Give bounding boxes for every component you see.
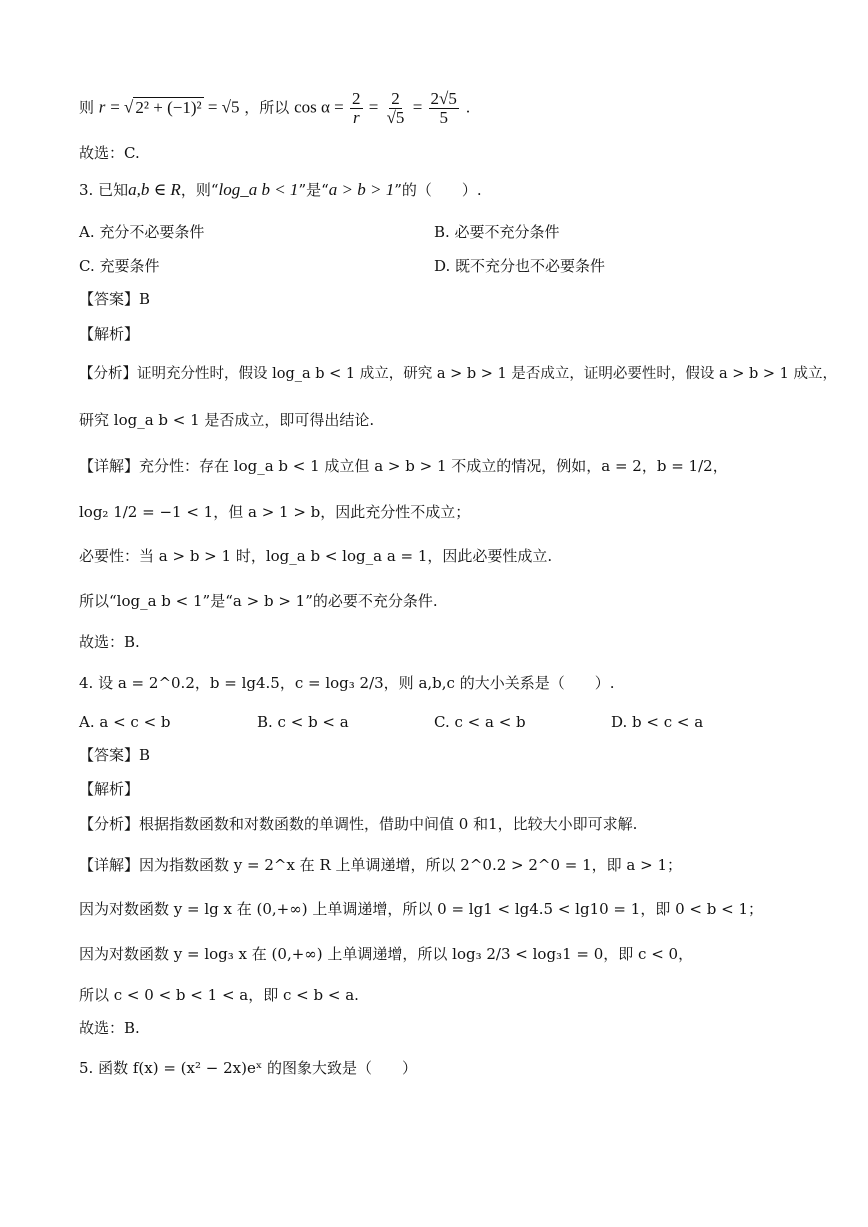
q3-guxuan: 故选：B.: [79, 633, 140, 651]
q3-xiangjie-2: log₂ 1/2 = −1 < 1，但 a > 1 > b，因此充分性不成立；: [79, 503, 471, 521]
q3-option-a: A. 充分不必要条件: [79, 223, 205, 241]
q5-stem: 5. 函数 f(x) = (x² − 2x)eˣ 的图象大致是（ ）: [79, 1059, 417, 1077]
q4-answer: 【答案】B: [79, 746, 151, 764]
text-ze: 则: [79, 98, 95, 117]
q4-fenxi: 【分析】根据指数函数和对数函数的单调性，借助中间值 0 和1，比较大小即可求解.: [79, 815, 638, 833]
eq-sign: =: [110, 97, 125, 117]
q4-guxuan: 故选：B.: [79, 1019, 140, 1037]
p2-guxuan: 故选：C.: [79, 144, 140, 162]
q4-option-d: D. b < c < a: [611, 713, 704, 731]
q4-xiangjie-1: 【详解】因为指数函数 y = 2^x 在 R 上单调递增，所以 2^0.2 > 2^0 = 1，即 a > 1；: [79, 856, 683, 874]
fraction-2sqrt5-5: $\frac{2√5}{5}$: [430, 89, 457, 127]
q4-xiangjie-2: 因为对数函数 y = lg x 在 (0,+∞) 上单调递增，所以 0 = lg1 < lg4.5 < lg10 = 1，即 0 < b < 1；: [79, 900, 763, 918]
q3-fenxi-1: 【分析】证明充分性时，假设 log_a b < 1 成立，研究 a > b > 1 是否成立，证明必要性时，假设 a > b > 1 成立，: [79, 366, 837, 382]
q4-xiangjie-3: 因为对数函数 y = log₃ x 在 (0,+∞) 上单调递增，所以 log₃ 2/3 < log₃1 = 0，即 c < 0，: [79, 945, 694, 963]
r-radicand: 2² + (−1)²: [135, 97, 202, 117]
text-suoyi: ，所以: [244, 98, 290, 117]
q3-option-d: D. 既不充分也不必要条件: [434, 257, 606, 275]
q4-xiangjie-4: 所以 c < 0 < b < 1 < a，即 c < b < a.: [79, 986, 359, 1004]
cos-lhs: cos α =: [294, 97, 348, 117]
fraction-2-r: $\frac{2}{r}$: [352, 89, 361, 127]
q3-jiexi: 【解析】: [79, 325, 140, 343]
q4-option-b: B. c < b < a: [257, 713, 349, 731]
period: .: [465, 98, 471, 117]
q3-option-b: B. 必要不充分条件: [434, 223, 560, 241]
r-var: r: [98, 97, 106, 117]
q3-xiangjie-3: 必要性：当 a > b > 1 时，log_a b < log_a a = 1，因此必要性成立.: [79, 547, 553, 565]
q3-answer: 【答案】B: [79, 290, 151, 308]
q4-option-a: A. a < c < b: [79, 713, 171, 731]
q3-xiangjie-1: 【详解】充分性：存在 log_a b < 1 成立但 a > b > 1 不成立的情况，例如，a = 2，b = 1/2，: [79, 457, 728, 475]
q4-jiexi: 【解析】: [79, 780, 140, 798]
q3-xiangjie-4: 所以“log_a b < 1”是“a > b > 1”的必要不充分条件.: [79, 592, 438, 610]
r-cos-line: 则 r = √ 2² + (−1)² = √5 ，所以 cos α = $\frac{2}{r}$ = $\frac{2}{√5}$ = $\frac{2√5}{5}$ .: [79, 89, 471, 127]
q3-stem: 3. 已知a,b ∈ R，则“log_a b < 1”是“a > b > 1”的（ ）.: [79, 180, 482, 199]
r-result: = √5: [203, 97, 240, 117]
fraction-2-sqrt5: $\frac{2}{√5}$: [386, 89, 405, 127]
q4-option-c: C. c < a < b: [434, 713, 526, 731]
q3-fenxi-2: 研究 log_a b < 1 是否成立，即可得出结论.: [79, 411, 375, 429]
q4-stem: 4. 设 a = 2^0.2，b = lg4.5，c = log₃ 2/3，则 a,b,c 的大小关系是（ ）.: [79, 674, 615, 692]
q3-option-c: C. 充要条件: [79, 257, 160, 275]
